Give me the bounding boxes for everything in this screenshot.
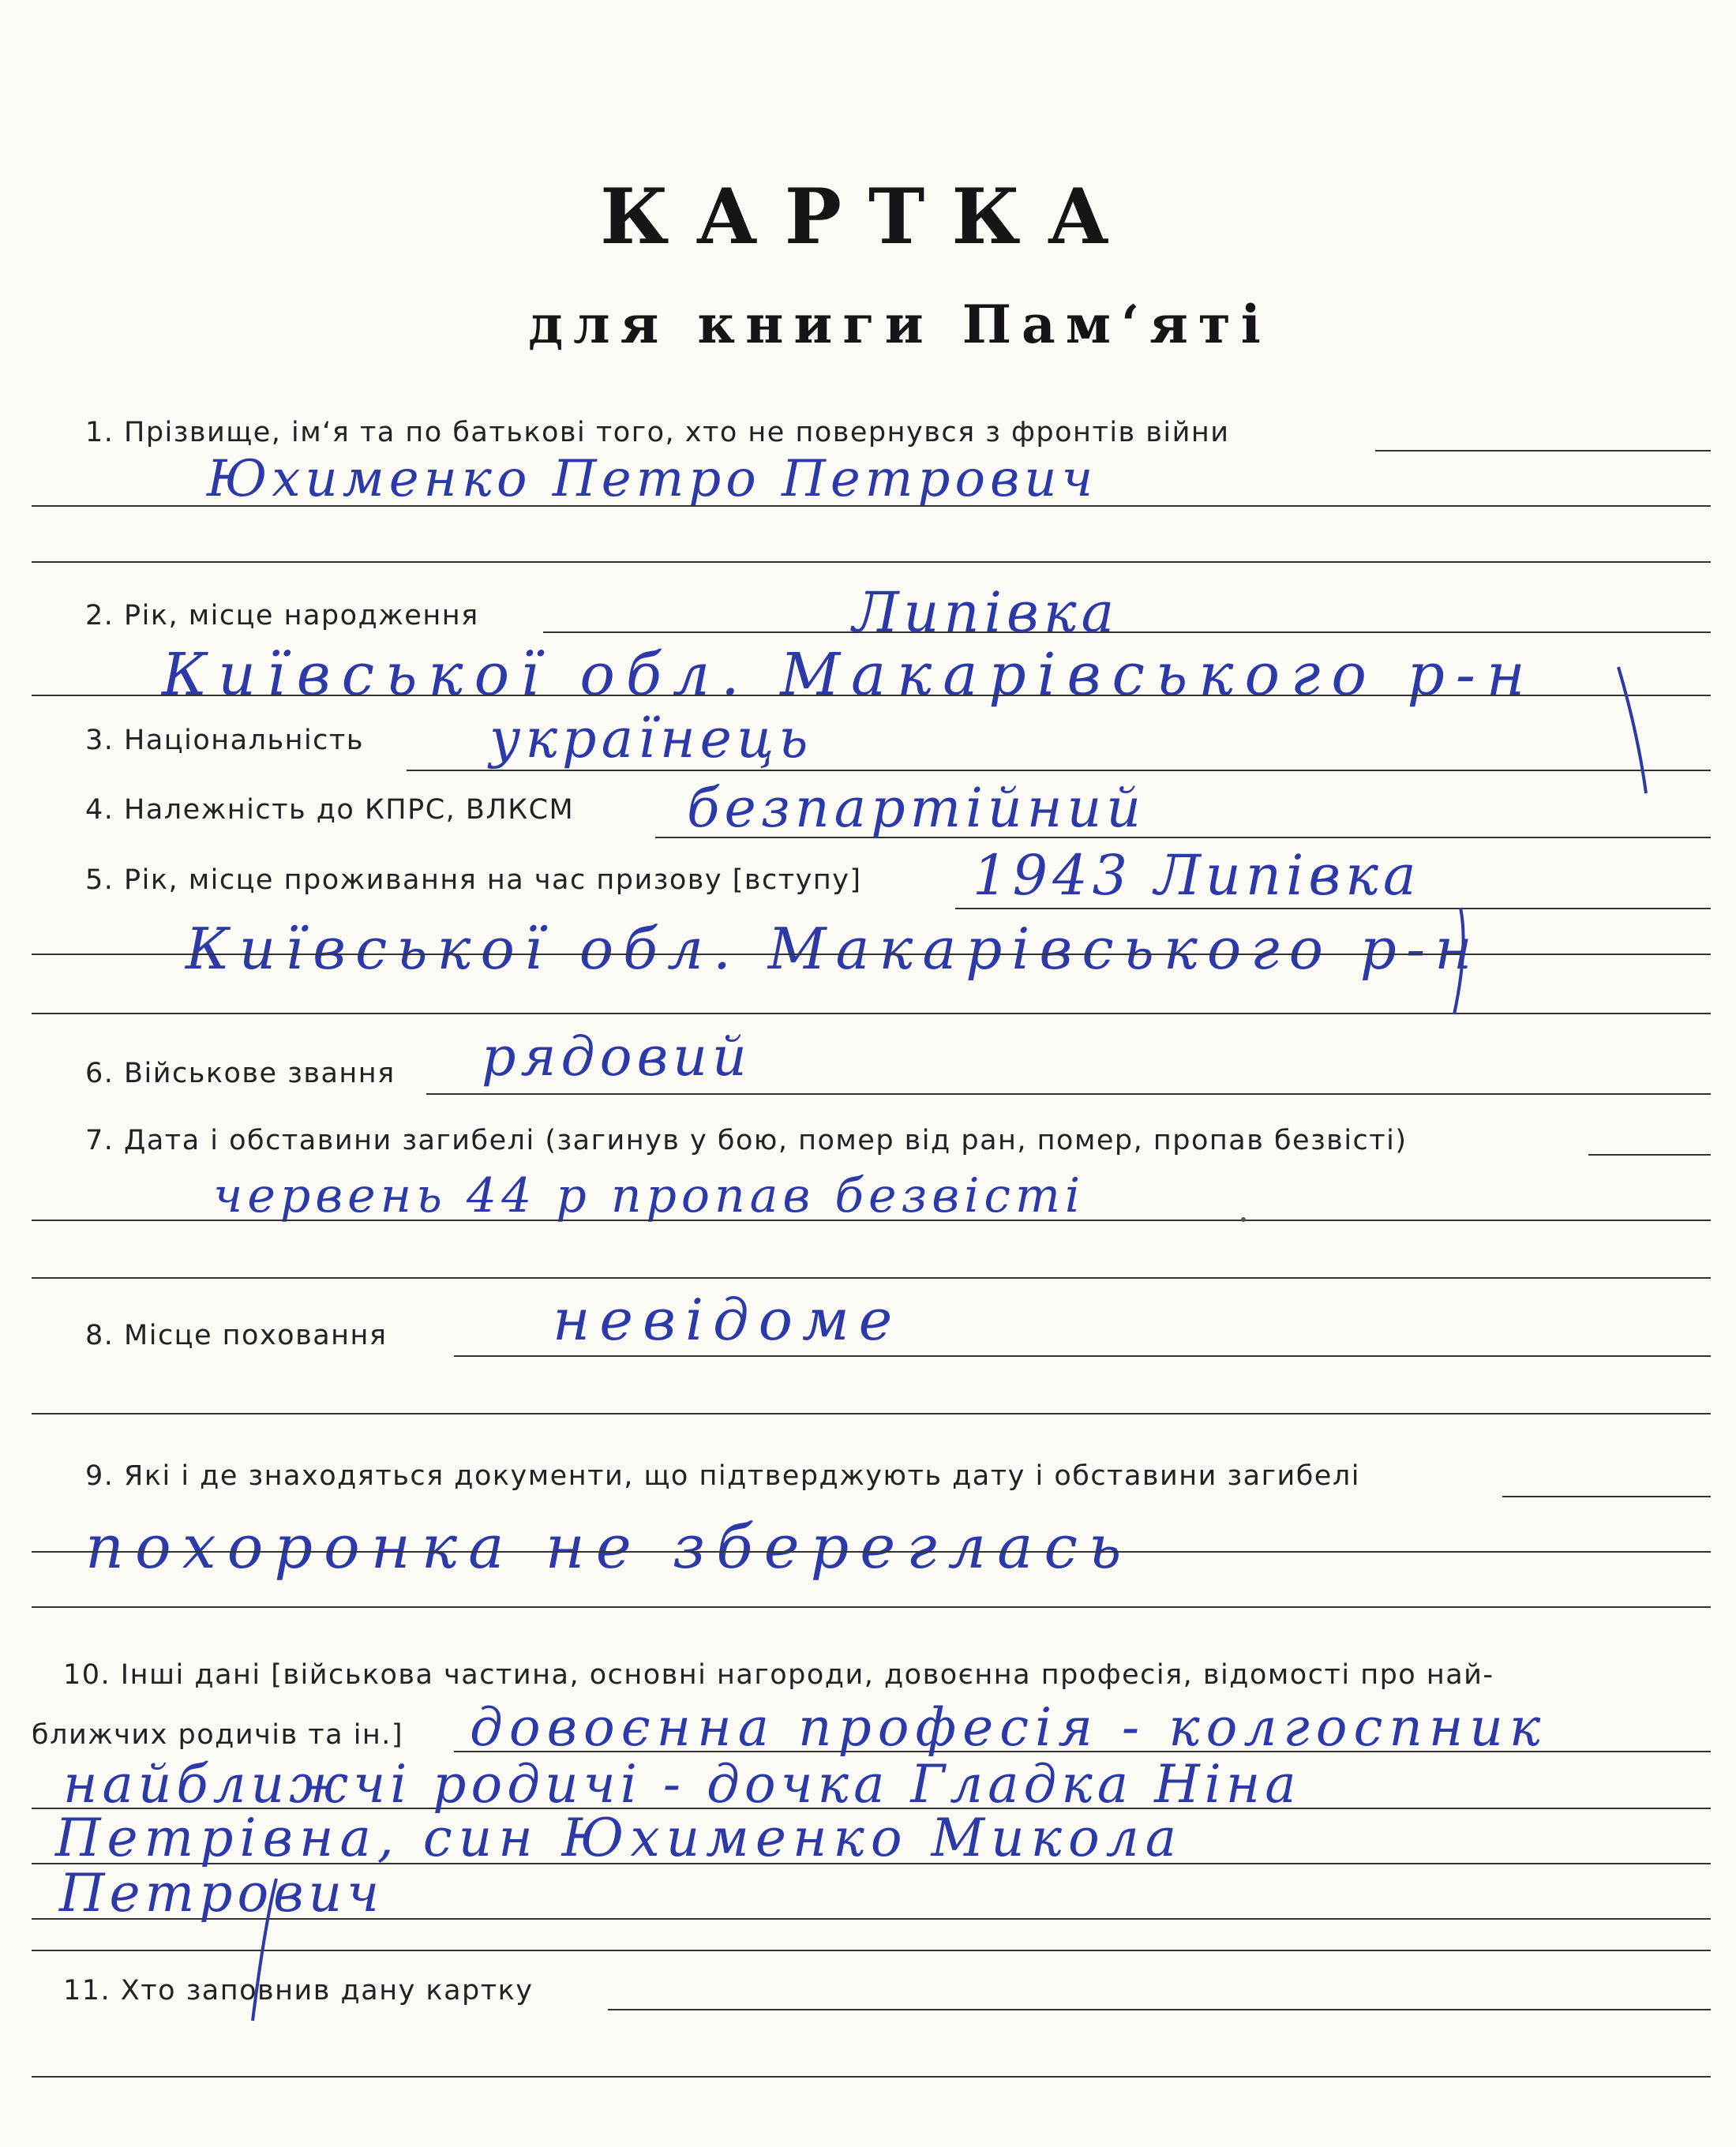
field-8-value: невідоме	[553, 1287, 902, 1353]
field-6-value: рядовий	[482, 1026, 752, 1088]
field-5-label: 5. Рік, місце проживання на час призову [вступу]	[85, 864, 862, 896]
field-10-value-4: Петрович	[59, 1863, 384, 1924]
field-2-value-1: Липівка	[853, 580, 1119, 645]
field-2-label: 2. Рік, місце народження	[85, 600, 479, 631]
field-4-label: 4. Належність до КПРС, ВЛКСМ	[85, 794, 575, 826]
field-1-label: 1. Прізвище, ім‘я та по батькові того, хто не повернувся з фронтів війни	[85, 417, 1230, 448]
field-10-value-1: довоєнна професія - колгоспник	[470, 1697, 1547, 1758]
field-1-value: Юхименко Петро Петрович	[207, 450, 1098, 508]
field-10-label-1: 10. Інші дані [військова частина, основні нагороди, довоєнна професія, відомості про най-	[63, 1659, 1494, 1691]
field-5-value-1: 1943 Липівка	[973, 843, 1421, 908]
field-5-value-2: Київської обл. Макарівського р-н	[186, 916, 1482, 982]
field-9-value: похоронка не збереглась	[85, 1512, 1133, 1582]
pen-stroke	[1454, 908, 1464, 1014]
field-4-value: безпартійний	[687, 777, 1146, 840]
field-11-label: 11. Хто заповнив дану картку	[63, 1975, 534, 2006]
field-10-label-2: ближчих родичів та ін.]	[32, 1719, 404, 1751]
card-title: КАРТКА	[600, 172, 1136, 261]
pen-stroke	[253, 1879, 276, 2021]
field-10-value-3: Петрівна, син Юхименко Микола	[55, 1808, 1183, 1868]
ink-dot	[1241, 1217, 1246, 1222]
field-6-label: 6. Військове звання	[85, 1058, 396, 1089]
field-10-value-2: найближчі родичі - дочка Гладка Ніна	[63, 1754, 1301, 1815]
pen-stroke	[1618, 667, 1646, 793]
field-7-label: 7. Дата і обставини загибелі (загинув у бою, помер від ран, помер, пропав безвісті)	[85, 1125, 1408, 1156]
field-7-value: червень 44 р пропав безвісті	[213, 1168, 1085, 1223]
field-9-label: 9. Які і де знаходяться документи, що підтверджують дату і обставини загибелі	[85, 1460, 1360, 1492]
field-8-label: 8. Місце поховання	[85, 1320, 388, 1351]
field-2-value-2: Київської обл. Макарівського р-н	[162, 641, 1536, 709]
card-subtitle: для книги Пам‘яті	[528, 294, 1271, 355]
field-3-value: українець	[489, 708, 813, 770]
field-3-label: 3. Національність	[85, 725, 364, 756]
